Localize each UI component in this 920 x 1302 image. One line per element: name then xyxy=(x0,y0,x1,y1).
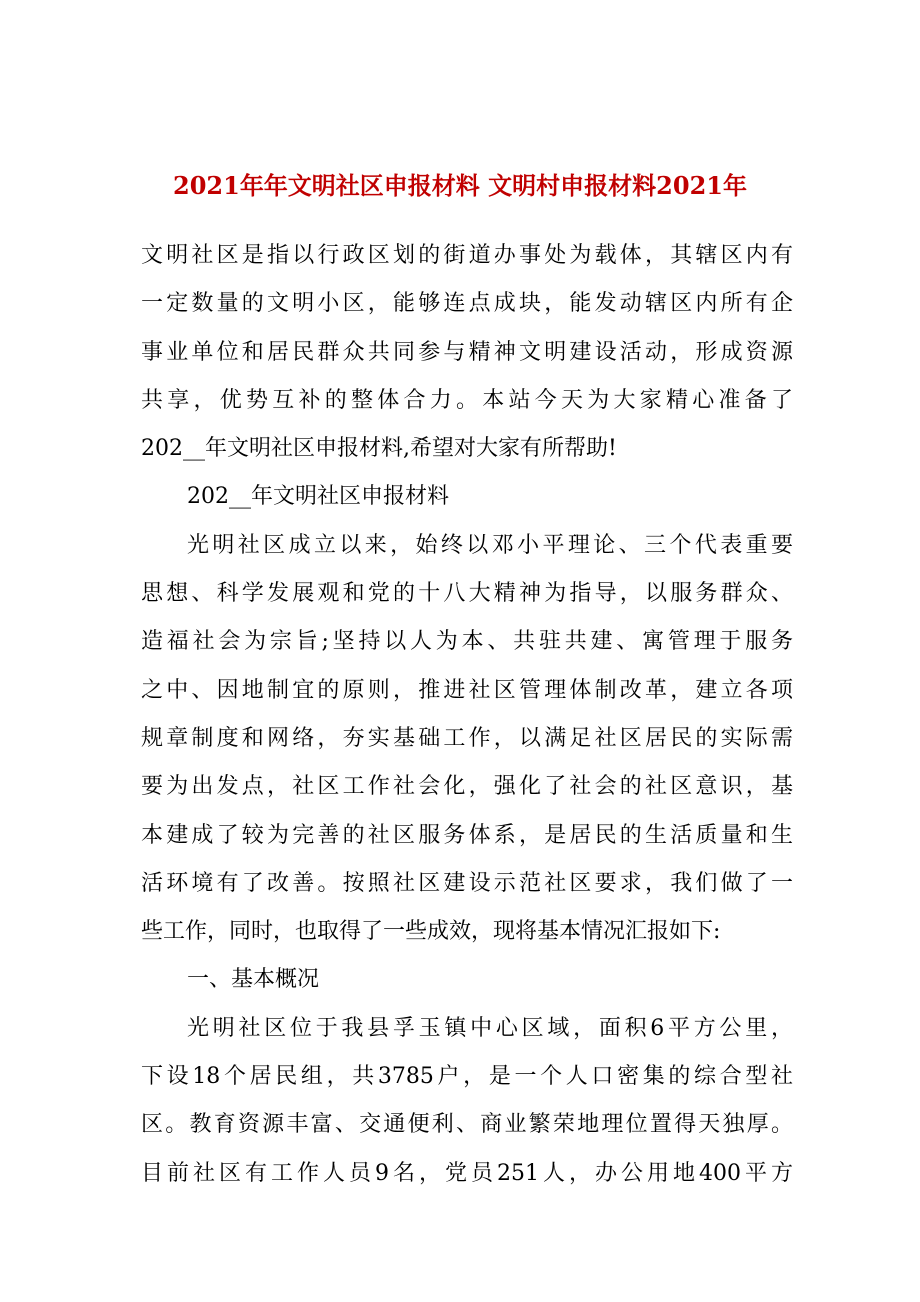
paragraph-line: 光明社区位于我县孚玉镇中心区域，面积6平方公里， xyxy=(187,1015,793,1041)
paragraph-line: 造福社会为宗旨;坚持以人为本、共驻共建、寓管理于服务 xyxy=(141,629,793,655)
paragraph-line: 事业单位和居民群众共同参与精神文明建设活动，形成资源 xyxy=(141,339,793,365)
paragraph-line: 下设18个居民组，共3785户，是一个人口密集的综合型社 xyxy=(141,1064,793,1090)
paragraph-line: 活环境有了改善。按照社区建设示范社区要求，我们做了一 xyxy=(141,870,793,896)
paragraph-line: 一定数量的文明小区，能够连点成块，能发动辖区内所有企 xyxy=(141,291,793,317)
section-heading: 202__年文明社区申报材料 xyxy=(187,484,449,510)
paragraph-line: 些工作，同时，也取得了一些成效，现将基本情况汇报如下: xyxy=(141,919,721,945)
paragraph-line: 要为出发点，社区工作社会化，强化了社会的社区意识，基 xyxy=(141,774,793,800)
document-title: 2021年年文明社区申报材料 文明村申报材料2021年 xyxy=(173,171,747,200)
paragraph-line: 区。教育资源丰富、交通便利、商业繁荣地理位置得天独厚。 xyxy=(141,1112,793,1138)
paragraph-line: 目前社区有工作人员9名，党员251人，办公用地400平方 xyxy=(141,1160,793,1186)
section-heading: 一、基本概况 xyxy=(187,967,320,993)
document-body xyxy=(141,232,793,1198)
paragraph-line: 202__年文明社区申报材料,希望对大家有所帮助! xyxy=(141,436,617,462)
paragraph-line: 之中、因地制宜的原则，推进社区管理体制改革，建立各项 xyxy=(141,677,793,703)
paragraph-line: 共享，优势互补的整体合力。本站今天为大家精心准备了 xyxy=(141,387,793,413)
paragraph-line: 本建成了较为完善的社区服务体系，是居民的生活质量和生 xyxy=(141,822,793,848)
paragraph-line: 思想、科学发展观和党的十八大精神为指导，以服务群众、 xyxy=(141,581,793,607)
paragraph-line: 规章制度和网络，夯实基础工作，以满足社区居民的实际需 xyxy=(141,725,793,751)
paragraph-line: 光明社区成立以来，始终以邓小平理论、三个代表重要 xyxy=(187,532,793,558)
paragraph-line: 文明社区是指以行政区划的街道办事处为载体，其辖区内有 xyxy=(141,243,793,268)
